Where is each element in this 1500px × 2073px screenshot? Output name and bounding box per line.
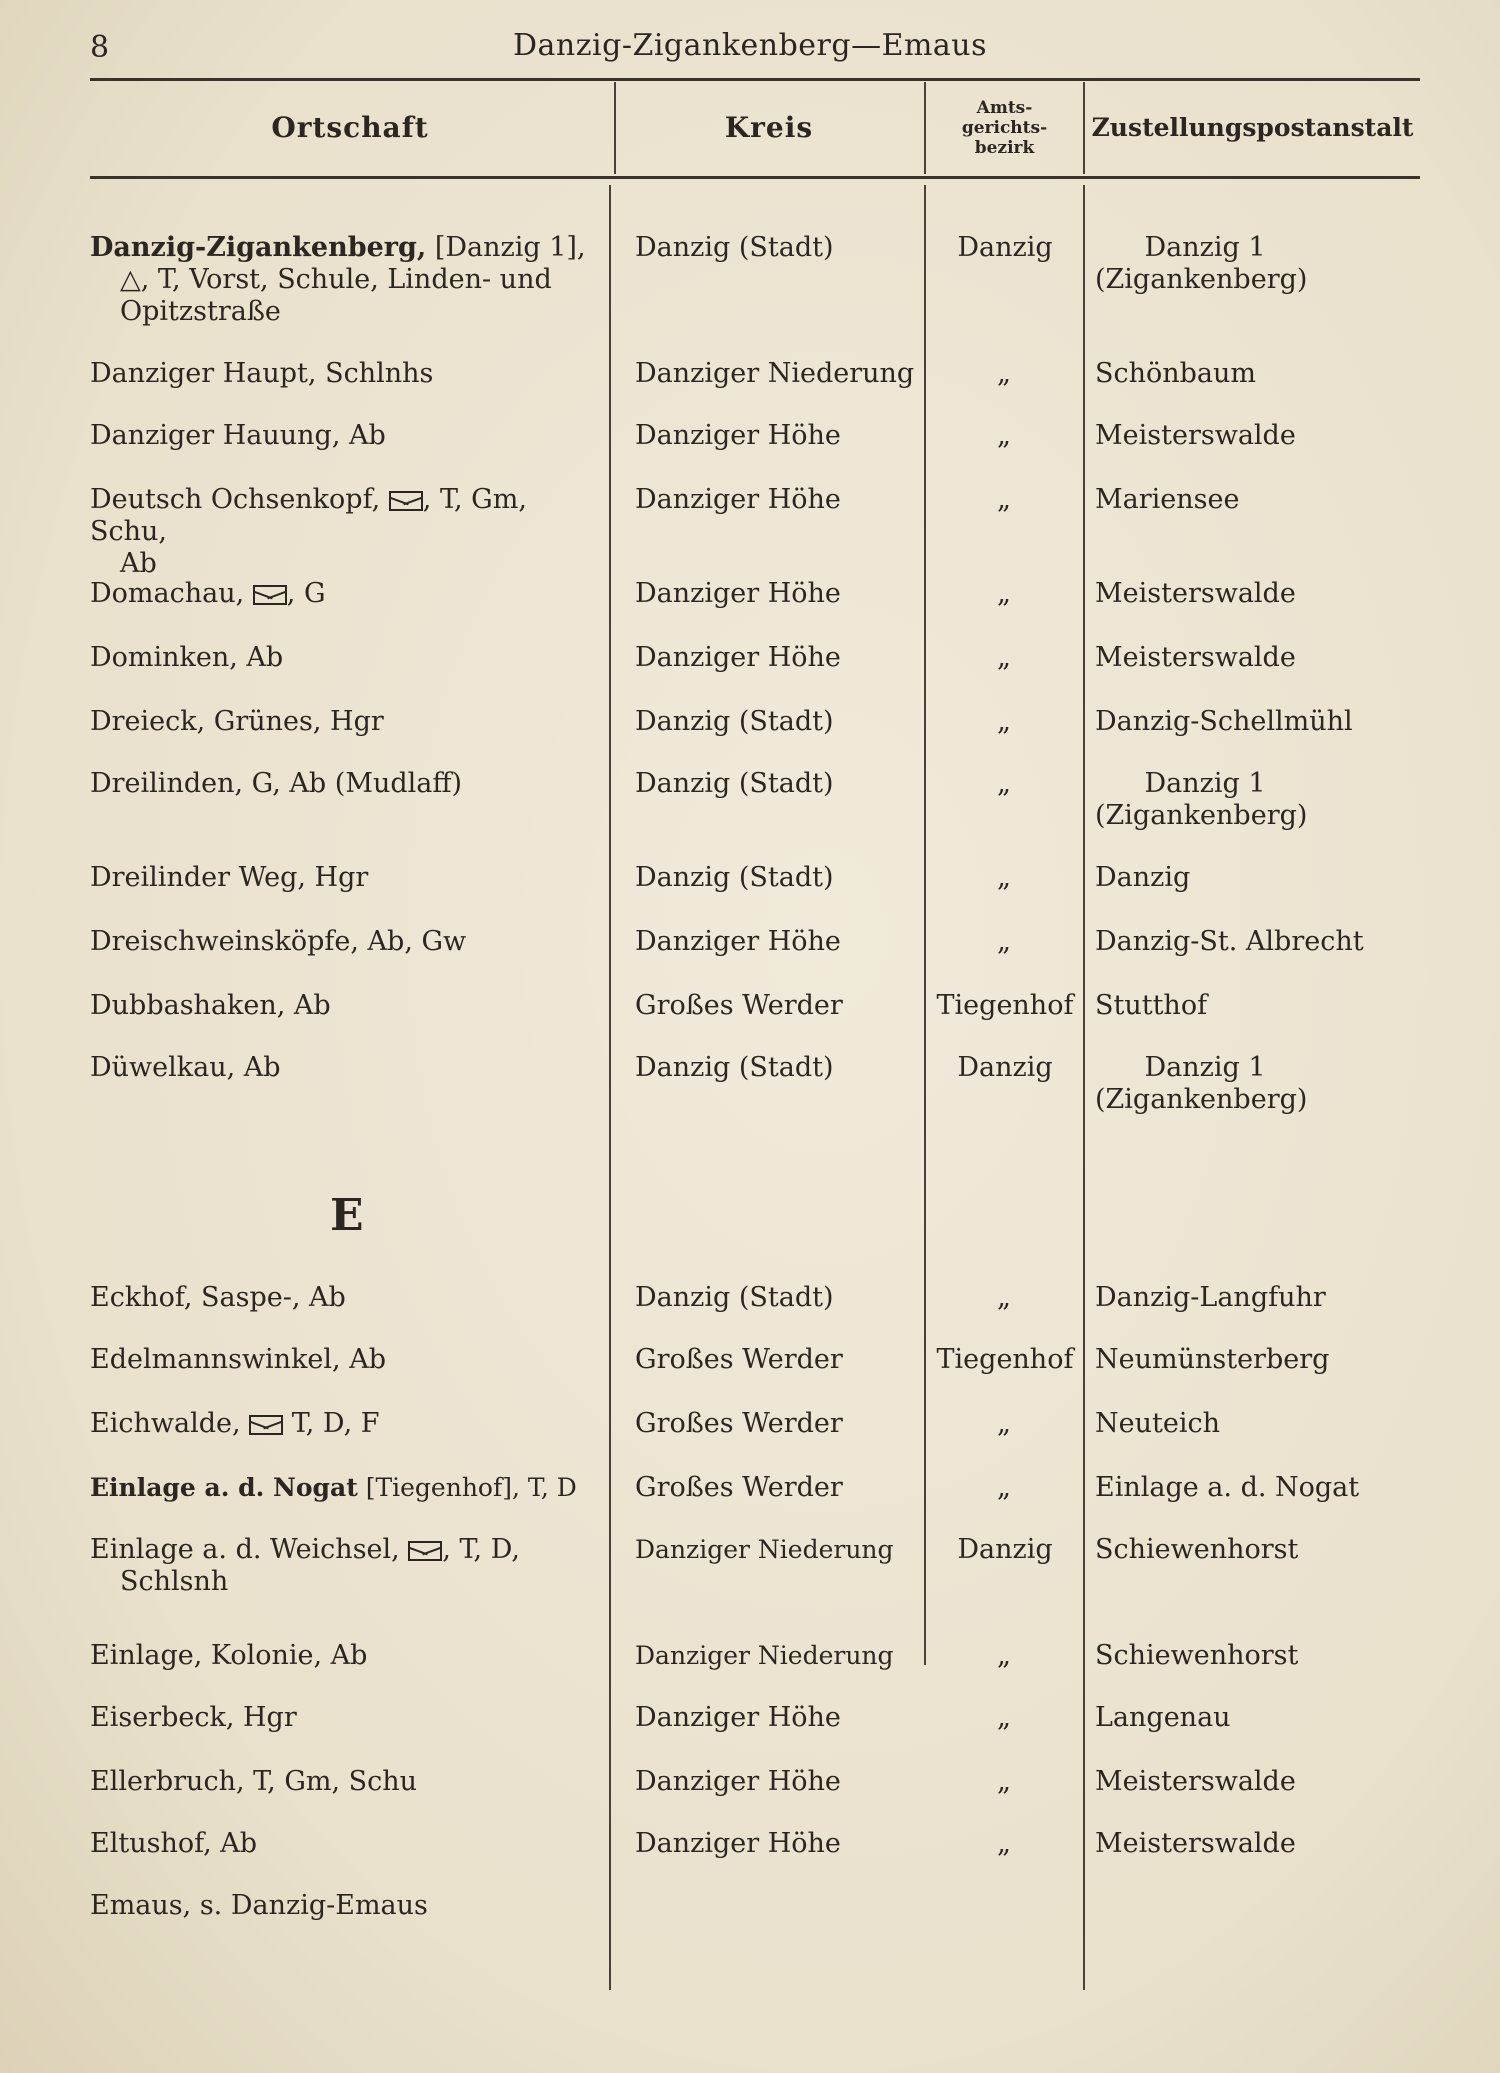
- section-letter: E: [330, 1190, 364, 1241]
- envelope-icon: [408, 1541, 442, 1561]
- page-title: Danzig-Zigankenberg—Emaus: [512, 28, 988, 63]
- column-header-kreis: Kreis: [724, 111, 814, 144]
- envelope-icon: [389, 491, 423, 511]
- document-page: 8 Danzig-Zigankenberg—Emaus Ortschaft Kreis Amts- gerichts- bezirk Zustellungspostanstalt Danzig-Zigankenberg, [Danzig 1], △, T, Vorst, Schule, Linden- und Opitzstraße Danzig (Stadt) Danzig Danzig 1 (Zigankenberg) Danziger Haupt, Schlnhs Danziger Niederung „ Schönbaum Danziger Hauung, Ab Danziger Höhe „ Meisterswalde Deutsch Ochsenkopf, , T, Gm, Schu, Ab Danziger Höhe „ Mariensee Domachau, , G Danziger Höhe „ Meisterswalde Dominken, Ab Danziger Höhe „ Meisterswalde Dreieck, Grünes, Hgr Danzig (Stadt) „ Danzig-Schellmühl Dreilinden, G, Ab (Mudlaff) Danzig (Stadt) „ Danzig 1 (Zigankenberg) Dreilinder Weg, Hgr Danzig (Stadt) „ Danzig Dreischweinsköpfe, Ab, Gw Danziger Höhe „ Danzig-St. Albrecht Dubbashaken, Ab Großes Werder Tiegenhof Stutthof Düwelkau, Ab Danzig (Stadt) Danzig Danzig 1 (Zigankenberg) E Eckhof, Saspe-, Ab Danzig (Stadt) „ Danzig-Langfuhr Edelmannswinkel, Ab Großes Werder Tiegenhof Neumünsterberg Eichwalde, T, D, F Großes Werder „ Neuteich Einlage a. d. Nogat [Tiegenhof], T, D Großes Werder „ Einlage a. d. Nogat Einlage a. d. Weichsel, , T, D, Schlsnh Danziger Niederung Danzig Schiewenhorst Einlage, Kolonie, Ab Danziger Niederung „ Schiewenhorst Eiserbeck, Hgr Danziger Höhe „ Langenau Ellerbruch, T, Gm, Schu Danziger Höhe „ Meisterswalde Eltushof, Ab Danziger Höhe „ Meisterswalde Emaus, s. Danzig-Emaus: [0, 0, 1500, 2073]
- col-divider: [924, 185, 926, 1665]
- column-header-ortschaft: Ortschaft: [271, 111, 429, 144]
- envelope-icon: [253, 585, 287, 605]
- page-number: 8: [90, 30, 110, 65]
- column-header-zustellung: Zustellungspostanstalt: [1091, 113, 1414, 142]
- envelope-icon: [249, 1415, 283, 1435]
- header-rule-bottom: [90, 176, 1420, 179]
- column-header-amts: Amts- gerichts- bezirk: [961, 97, 1048, 158]
